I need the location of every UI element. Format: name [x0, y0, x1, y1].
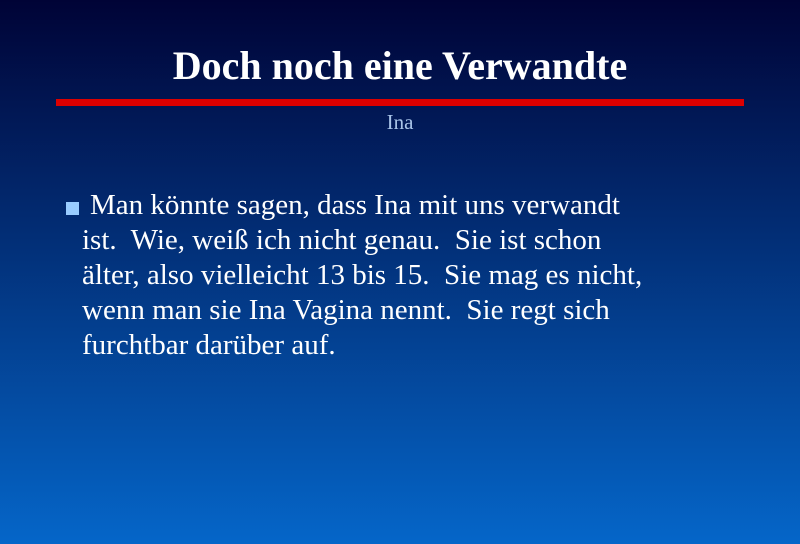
slide-subtitle: Ina	[386, 110, 414, 134]
body-line: Man könnte sagen, dass Ina mit uns verwandt	[90, 189, 620, 221]
slide-title: Doch noch eine Verwandte	[172, 43, 628, 88]
body-line: ist. Wie, weiß ich nicht genau. Sie ist schon	[82, 224, 602, 256]
square-bullet-icon	[66, 202, 79, 215]
body-line: furchtbar darüber auf.	[82, 329, 336, 361]
body-line: älter, also vielleicht 13 bis 15. Sie mag es nicht,	[82, 259, 643, 291]
bullet-item	[0, 188, 740, 363]
title-underline-rule	[56, 99, 744, 106]
body-text	[0, 188, 740, 363]
body-line: wenn man sie Ina Vagina nennt. Sie regt sich	[82, 294, 610, 326]
